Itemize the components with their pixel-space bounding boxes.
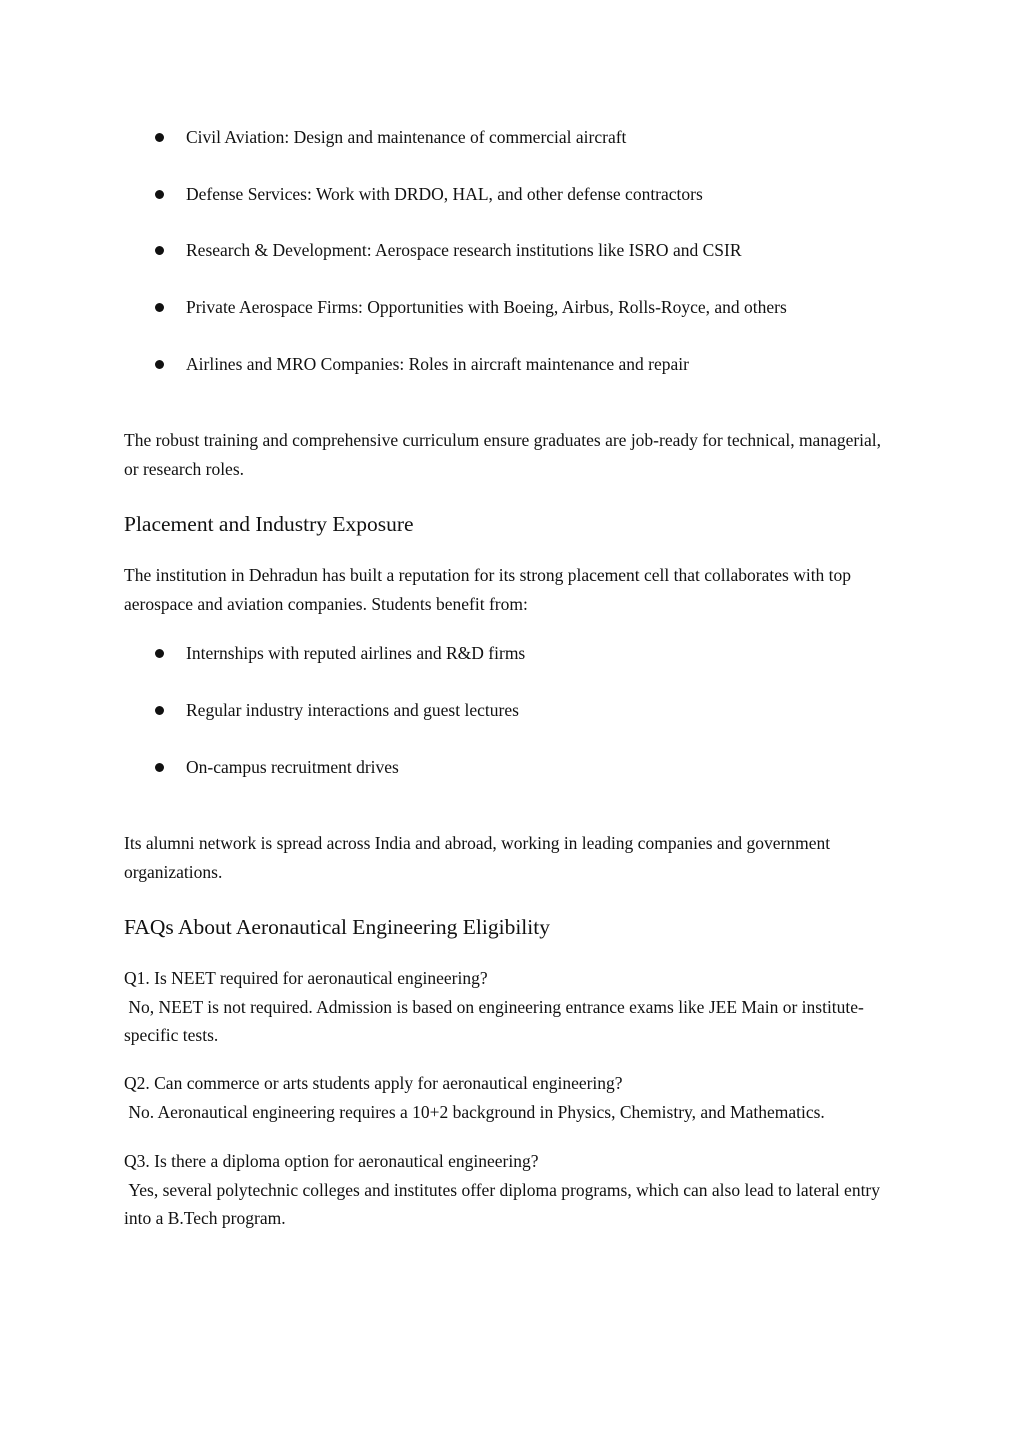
faq-question: Q3. Is there a diploma option for aeronautical engineering? bbox=[124, 1151, 539, 1171]
bullet-icon bbox=[155, 763, 164, 772]
list-item bbox=[124, 698, 519, 722]
faq-answer: No, NEET is not required. Admission is based on engineering entrance exams like JEE Main or institute-specific tests. bbox=[124, 996, 864, 1045]
list-item bbox=[124, 641, 525, 665]
list-item-text: Research & Development: Aerospace research institutions like ISRO and CSIR bbox=[186, 240, 742, 260]
list-item-text: Airlines and MRO Companies: Roles in aircraft maintenance and repair bbox=[186, 354, 689, 374]
faq-answer: No. Aeronautical engineering requires a 10+2 background in Physics, Chemistry, and Mathematics. bbox=[124, 1101, 825, 1122]
list-item-text: Internships with reputed airlines and R&D firms bbox=[186, 643, 526, 663]
bullet-icon bbox=[155, 706, 164, 715]
list-item-text: Civil Aviation: Design and maintenance of commercial aircraft bbox=[186, 127, 627, 147]
list-item-text: On-campus recruitment drives bbox=[186, 757, 399, 777]
alumni-paragraph: Its alumni network is spread across India and abroad, working in leading companies and government organizations. bbox=[124, 833, 831, 882]
bullet-icon bbox=[155, 303, 164, 312]
placement-intro: The institution in Dehradun has built a reputation for its strong placement cell that collaborates with top aerospace and aviation companies. Students benefit from: bbox=[124, 565, 852, 614]
list-item-text: Private Aerospace Firms: Opportunities with Boeing, Airbus, Rolls-Royce, and others bbox=[186, 297, 787, 317]
career-summary: The robust training and comprehensive curriculum ensure graduates are job-ready for technical, managerial, or research roles. bbox=[124, 430, 882, 479]
placement-heading: Placement and Industry Exposure bbox=[124, 512, 414, 536]
list-item bbox=[124, 125, 626, 149]
list-item bbox=[124, 295, 787, 319]
bullet-icon bbox=[155, 133, 164, 142]
list-item-text: Regular industry interactions and guest lectures bbox=[186, 700, 519, 720]
list-item bbox=[124, 238, 742, 262]
bullet-icon bbox=[155, 246, 164, 255]
faq-heading: FAQs About Aeronautical Engineering Eligibility bbox=[124, 915, 550, 939]
faq-item-1 bbox=[124, 964, 884, 1050]
list-item bbox=[124, 182, 703, 206]
bullet-icon bbox=[155, 360, 164, 369]
bullet-icon bbox=[155, 649, 164, 658]
faq-item-3 bbox=[124, 1147, 884, 1233]
list-item-text: Defense Services: Work with DRDO, HAL, and other defense contractors bbox=[186, 184, 703, 204]
faq-item-2 bbox=[124, 1069, 894, 1126]
faq-question: Q1. Is NEET required for aeronautical engineering? bbox=[124, 968, 488, 988]
faq-question: Q2. Can commerce or arts students apply for aeronautical engineering? bbox=[124, 1073, 623, 1093]
bullet-icon bbox=[155, 190, 164, 199]
list-item bbox=[124, 755, 399, 779]
faq-answer: Yes, several polytechnic colleges and institutes offer diploma programs, which can also lead to lateral entry into a B.Tech program. bbox=[124, 1179, 885, 1228]
list-item bbox=[124, 352, 689, 376]
